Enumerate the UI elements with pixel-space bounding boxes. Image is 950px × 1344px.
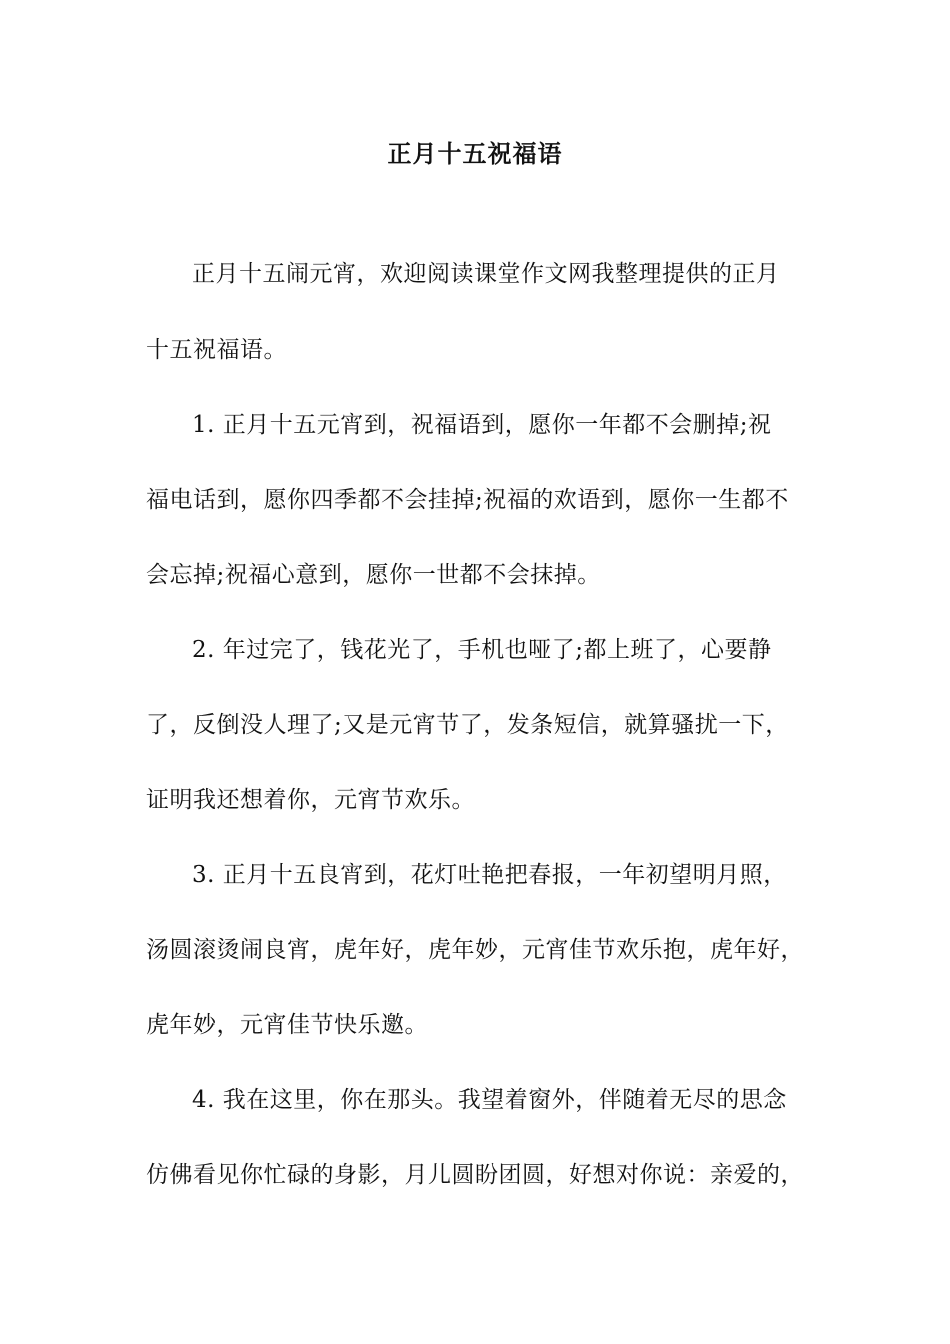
- item-1-line-1: 1. 正月十五元宵到，祝福语到，愿你一年都不会删掉;祝: [192, 412, 772, 438]
- paragraph-intro-line-1: 正月十五闹元宵，欢迎阅读课堂作文网我整理提供的正月: [192, 261, 780, 287]
- item-2-line-1: 2. 年过完了，钱花光了，手机也哑了;都上班了，心要静: [192, 637, 772, 663]
- item-2-line-2: 了，反倒没人理了;又是元宵节了，发条短信，就算骚扰一下，: [146, 712, 789, 738]
- item-2-line-3: 证明我还想着你，元宵节欢乐。: [146, 787, 475, 813]
- item-3-line-3: 虎年妙，元宵佳节快乐邀。: [146, 1012, 428, 1038]
- item-1-line-3: 会忘掉;祝福心意到，愿你一世都不会抹掉。: [146, 562, 601, 588]
- item-1-line-2: 福电话到，愿你四季都不会挂掉;祝福的欢语到，愿你一生都不: [146, 487, 789, 513]
- item-3-line-1: 3. 正月十五良宵到，花灯吐艳把春报，一年初望明月照，: [192, 862, 787, 888]
- item-3-line-2: 汤圆滚烫闹良宵，虎年好，虎年妙，元宵佳节欢乐抱，虎年好，: [146, 937, 804, 963]
- item-4-line-2: 仿佛看见你忙碌的身影，月儿圆盼团圆，好想对你说：亲爱的，: [146, 1162, 804, 1188]
- paragraph-intro-line-2: 十五祝福语。: [146, 337, 287, 363]
- document-title: 正月十五祝福语: [387, 139, 563, 168]
- item-4-line-1: 4. 我在这里，你在那头。我望着窗外，伴随着无尽的思念: [192, 1087, 787, 1113]
